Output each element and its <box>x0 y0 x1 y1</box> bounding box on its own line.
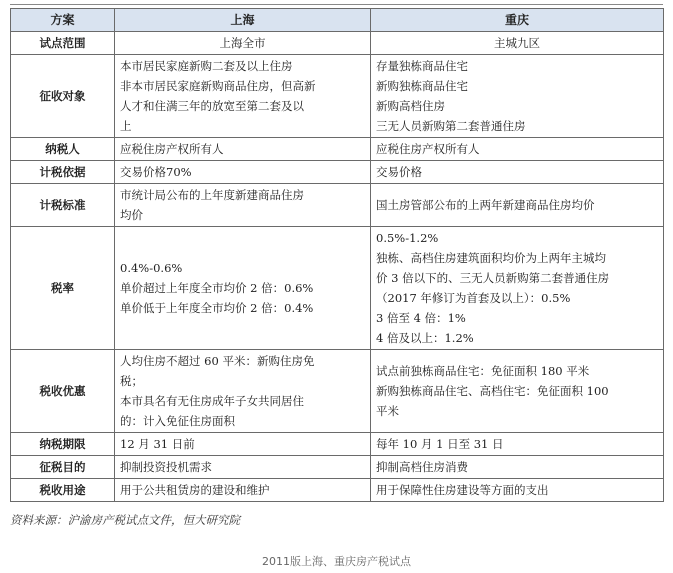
table-row <box>11 433 664 456</box>
chongqing-cell <box>371 184 664 227</box>
figure-caption: 2011版上海、重庆房产税试点 <box>262 555 411 568</box>
table-row <box>11 184 664 227</box>
chongqing-cell <box>371 32 664 55</box>
chongqing-cell <box>371 350 664 433</box>
cell-line: 交易价格 <box>376 165 422 179</box>
cell-line: 本市具名有无住房成年子女共同居住 <box>120 394 304 408</box>
table-row <box>11 138 664 161</box>
cell-line: 均价 <box>120 208 143 222</box>
cell-line: 3 倍至 4 倍：1% <box>376 311 466 325</box>
shanghai-cell <box>115 479 371 502</box>
cell-line: 平米 <box>376 404 399 418</box>
shanghai-cell <box>115 184 371 227</box>
row-label: 纳税人 <box>11 138 115 161</box>
cell-line: 新购高档住房 <box>376 99 445 113</box>
shanghai-cell <box>115 227 371 350</box>
row-label: 征税目的 <box>11 456 115 479</box>
table-header-row <box>11 9 664 32</box>
comparison-table <box>10 8 664 502</box>
table-row <box>11 161 664 184</box>
cell-line: 12 月 31 日前 <box>120 437 195 451</box>
row-label: 税收优惠 <box>11 350 115 433</box>
row-label: 试点范围 <box>11 32 115 55</box>
table-row <box>11 227 664 350</box>
cell-line: 抑制高档住房消费 <box>376 460 468 474</box>
row-label: 税率 <box>11 227 115 350</box>
cell-line: （2017 年修订为首套及以上）：0.5% <box>376 291 571 305</box>
cell-line: 非本市居民家庭新购商品住房，但高新 <box>120 79 316 93</box>
table-row <box>11 479 664 502</box>
cell-line: 存量独栋商品住宅 <box>376 59 468 73</box>
cell-line: 上海全市 <box>219 36 266 50</box>
cell-line: 独栋、高档住房建筑面积均价为上两年主城均 <box>376 251 606 265</box>
cell-line: 上 <box>120 119 132 133</box>
chongqing-cell <box>371 55 664 138</box>
cell-line: 应税住房产权所有人 <box>120 142 224 156</box>
chongqing-cell <box>371 456 664 479</box>
table-row <box>11 32 664 55</box>
cell-line: 单价低于上年度全市均价 2 倍：0.4% <box>120 301 314 315</box>
cell-line: 的：计入免征住房面积 <box>120 414 235 428</box>
shanghai-cell <box>115 161 371 184</box>
shanghai-cell <box>115 138 371 161</box>
chongqing-cell <box>371 479 664 502</box>
cell-line: 人才和住满三年的放宽至第二套及以 <box>120 99 304 113</box>
cell-line: 新购独栋商品住宅 <box>376 79 468 93</box>
chongqing-cell <box>371 227 664 350</box>
row-label: 征收对象 <box>11 55 115 138</box>
cell-line: 0.4%-0.6% <box>120 261 183 275</box>
cell-line: 税； <box>120 374 143 388</box>
cell-line: 抑制投资投机需求 <box>120 460 212 474</box>
cell-line: 新购独栋商品住宅、高档住宅：免征面积 100 <box>376 384 609 398</box>
chongqing-cell <box>371 138 664 161</box>
shanghai-cell <box>115 433 371 456</box>
cell-line: 用于公共租赁房的建设和维护 <box>120 483 270 497</box>
row-label: 计税依据 <box>11 161 115 184</box>
chongqing-cell <box>371 161 664 184</box>
cell-line: 市统计局公布的上年度新建商品住房 <box>120 188 304 202</box>
cell-line: 价 3 倍以下的、三无人员新购第二套普通住房 <box>376 271 610 285</box>
header-shanghai: 上海 <box>115 9 371 32</box>
comparison-table-wrapper <box>10 8 663 502</box>
shanghai-cell <box>115 32 371 55</box>
table-row <box>11 55 664 138</box>
row-label: 纳税期限 <box>11 433 115 456</box>
cell-line: 试点前独栋商品住宅：免征面积 180 平米 <box>376 364 590 378</box>
table-row <box>11 456 664 479</box>
shanghai-cell <box>115 350 371 433</box>
row-label: 税收用途 <box>11 479 115 502</box>
cell-line: 0.5%-1.2% <box>376 231 439 245</box>
cell-line: 国土房管部公布的上两年新建商品住房均价 <box>376 198 595 212</box>
source-note: 资料来源：沪渝房产税试点文件，恒大研究院 <box>10 513 240 527</box>
cell-line: 应税住房产权所有人 <box>376 142 480 156</box>
table-row <box>11 350 664 433</box>
cell-line: 4 倍及以上：1.2% <box>376 331 474 345</box>
cell-line: 交易价格70% <box>120 165 192 179</box>
cell-line: 人均住房不超过 60 平米：新购住房免 <box>120 354 315 368</box>
cell-line: 本市居民家庭新购二套及以上住房 <box>120 59 293 73</box>
chongqing-cell <box>371 433 664 456</box>
header-scheme: 方案 <box>11 9 115 32</box>
top-rule <box>10 4 663 5</box>
cell-line: 单价超过上年度全市均价 2 倍：0.6% <box>120 281 314 295</box>
cell-line: 每年 10 月 1 日至 31 日 <box>376 437 504 451</box>
shanghai-cell <box>115 55 371 138</box>
header-chongqing: 重庆 <box>371 9 664 32</box>
cell-line: 主城九区 <box>494 36 540 50</box>
row-label: 计税标准 <box>11 184 115 227</box>
shanghai-cell <box>115 456 371 479</box>
cell-line: 三无人员新购第二套普通住房 <box>376 119 526 133</box>
cell-line: 用于保障性住房建设等方面的支出 <box>376 483 549 497</box>
